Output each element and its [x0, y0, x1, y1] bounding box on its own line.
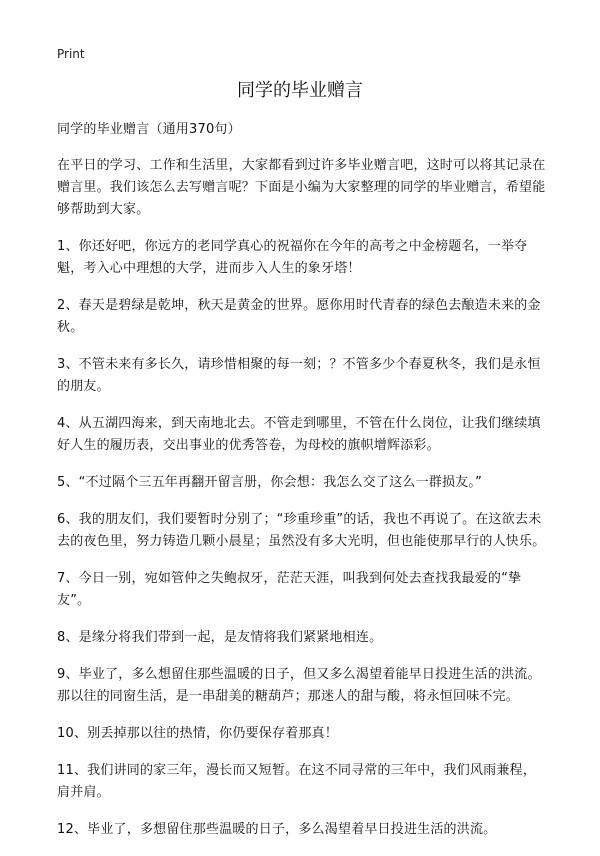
- quote-item-3: 3、不管未来有多长久，请珍惜相聚的每一刻；？不管多少个春夏秋冬，我们是永恒的朋友。: [57, 357, 541, 394]
- document-subtitle: 同学的毕业赠言（通用370句）: [57, 122, 241, 137]
- quote-item-6: 6、我的朋友们，我们要暂时分别了；“珍重珍重”的话，我也不再说了。在这欲去未去的夜色里，努力铸造几颗小晨星；虽然没有多大光明，但也能使那早行的人快乐。: [57, 512, 546, 549]
- quote-item-7: 7、今日一别，宛如管仲之失鲍叔牙，茫茫天涯，叫我到何处去查找我最爱的“挚友”。: [57, 571, 522, 608]
- quote-item-9: 9、毕业了，多么想留住那些温暖的日子，但又多么渴望着能早日投进生活的洪流。那以往的同窗生活，是一串甜美的糖葫芦；那迷人的甜与酸，将永恒回味不完。: [57, 667, 541, 704]
- quote-item-4: 4、从五湖四海来，到天南地北去。不管走到哪里，不管在什么岗位，让我们继续填好人生的履历表，交出事业的优秀答卷，为母校的旗帜增辉添彩。: [57, 416, 541, 453]
- document-body: [57, 119, 547, 856]
- quote-item-10: 10、别丢掉那以往的热情，你仍要保存着那真！: [57, 726, 338, 741]
- quote-item-1: 1、你还好吧，你远方的老同学真心的祝福你在今年的高考之中金榜题名，一举夺魁，考入心中理想的大学，进而步入人生的象牙塔！: [57, 239, 528, 276]
- quote-item-12: 12、毕业了，多想留住那些温暖的日子，多么渴望着早日投进生活的洪流。: [57, 822, 497, 837]
- intro-paragraph: 在平日的学习、工作和生活里，大家都看到过许多毕业赠言吧，这时可以将其记录在赠言里。我们该怎么去写赠言呢？下面是小编为大家整理的同学的毕业赠言，希望能够帮助到大家。: [57, 158, 546, 217]
- quote-item-5: 5、“不过隔个三五年再翻开留言册，你会想：我怎么交了这么一群损友。”: [57, 475, 483, 490]
- quote-item-2: 2、春天是碧绿是乾坤，秋天是黄金的世界。愿你用时代青春的绿色去酿造未来的金秋。: [57, 298, 541, 335]
- print-link[interactable]: Print: [57, 47, 85, 61]
- document-title: 同学的毕业赠言: [237, 80, 363, 101]
- quote-item-8: 8、是缘分将我们带到一起，是友情将我们紧紧地相连。: [57, 630, 383, 645]
- quote-item-11: 11、我们讲同的家三年，漫长而又短暂。在这不同寻常的三年中，我们风雨兼程，肩并肩。: [57, 763, 536, 800]
